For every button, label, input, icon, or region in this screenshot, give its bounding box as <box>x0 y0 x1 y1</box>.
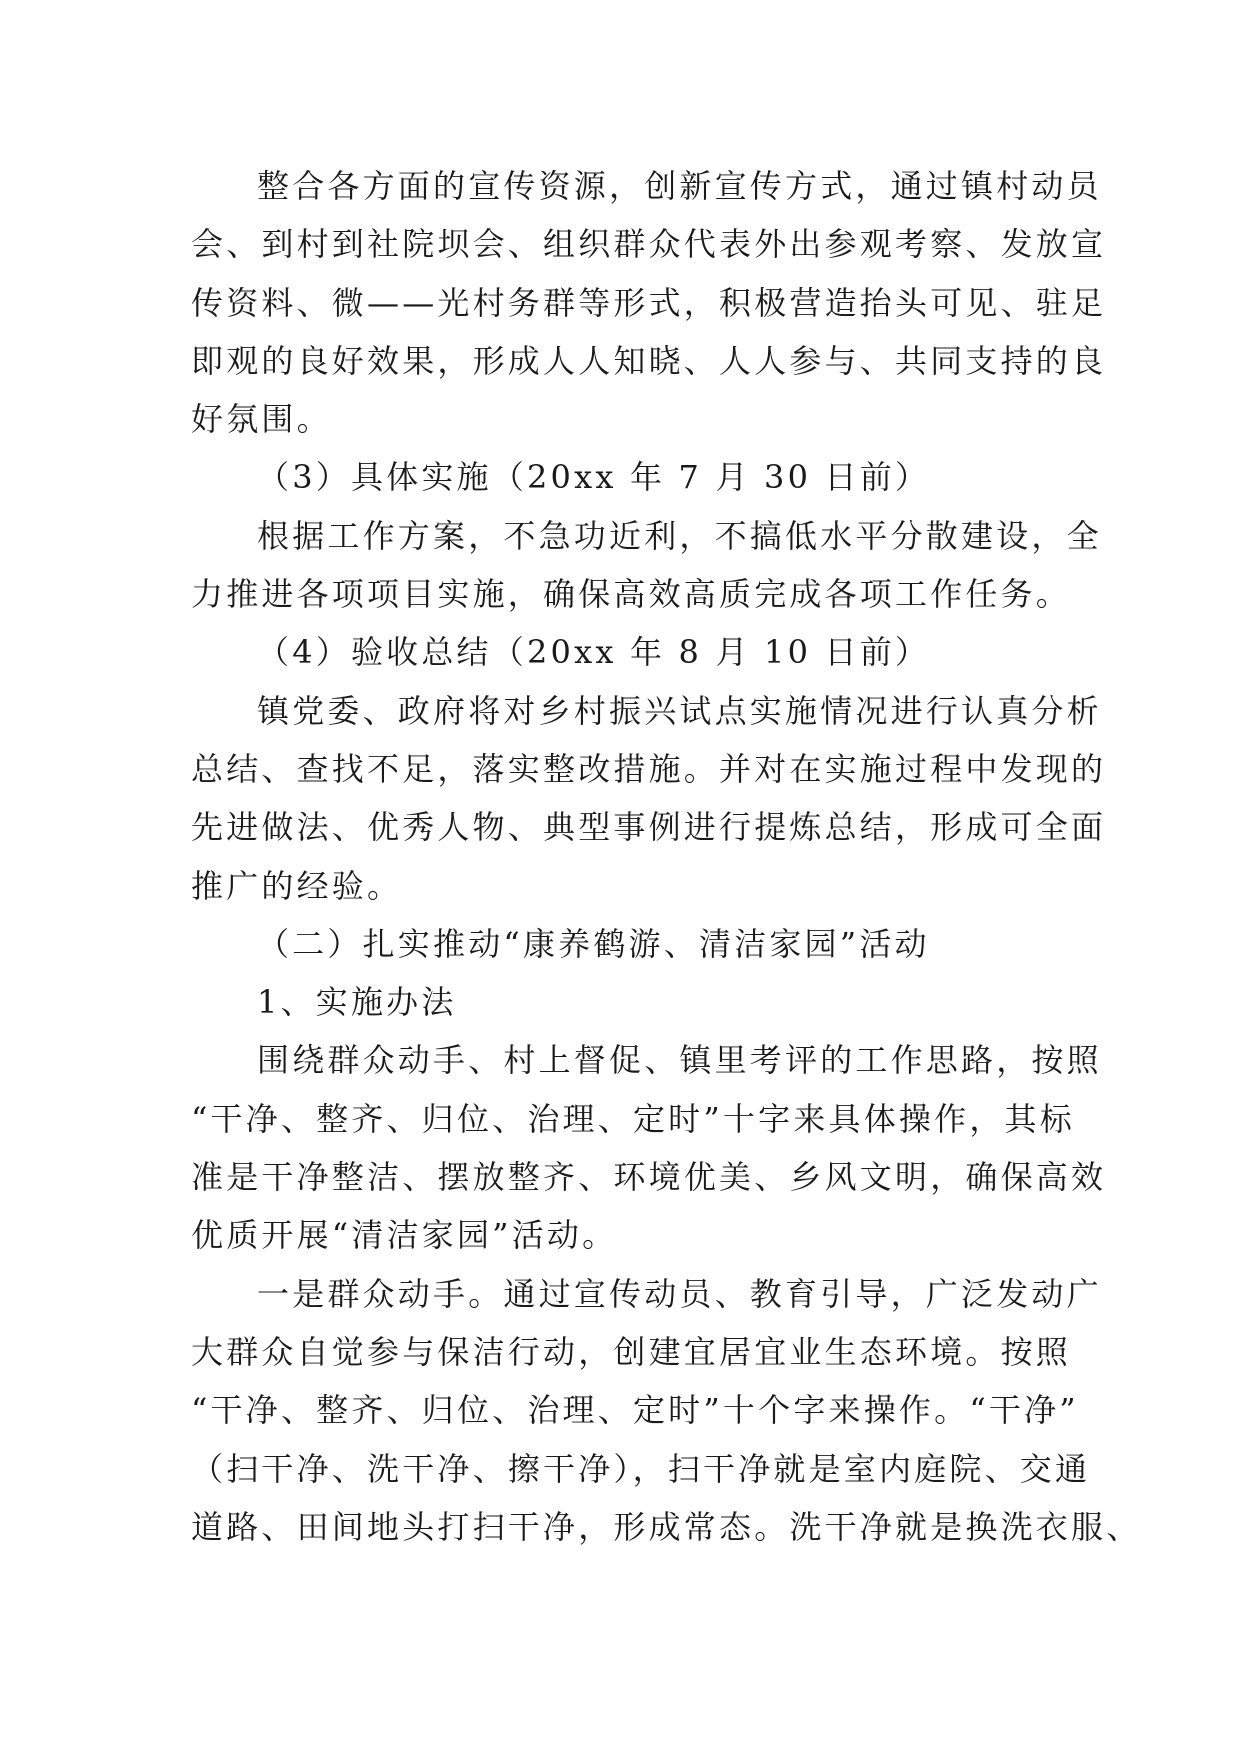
paragraph-line: 根据工作方案，不急功近利，不搞低水平分散建设，全 <box>257 516 1102 555</box>
paragraph-line: 镇党委、政府将对乡村振兴试点实施情况进行认真分析 <box>257 691 1102 730</box>
paragraph-line: 整合各方面的宣传资源，创新宣传方式，通过镇村动员 <box>257 167 1102 205</box>
paragraph-line: 大群众自觉参与保洁行动，创建宜居宜业生态环境。按照 <box>191 1332 1072 1371</box>
section-heading: （二）扎实推动“康养鹤游、清洁家园”活动 <box>257 924 930 963</box>
paragraph-line: （扫干净、洗干净、擦干净），扫干净就是室内庭院、交通 <box>191 1449 1091 1488</box>
paragraph-line: 好氛围。 <box>191 400 332 439</box>
subsection-heading: 1、实施办法 <box>257 983 457 1022</box>
section-heading: （4）验收总结（20xx 年 8 月 10 日前） <box>257 633 931 672</box>
paragraph-line: 传资料、微——光村务群等形式，积极营造抬头可见、驻足 <box>191 283 1107 322</box>
paragraph-line: 优质开展“清洁家园”活动。 <box>191 1216 618 1255</box>
paragraph-line: 先进做法、优秀人物、典型事例进行提炼总结，形成可全面 <box>191 808 1107 847</box>
paragraph-line: 总结、查找不足，落实整改措施。并对在实施过程中发现的 <box>191 749 1107 788</box>
paragraph-line: 力推进各项项目实施，确保高效高质完成各项工作任务。 <box>191 575 1072 614</box>
paragraph-line: 准是干净整洁、摆放整齐、环境优美、乡风文明，确保高效 <box>191 1158 1107 1197</box>
paragraph-line: 围绕群众动手、村上督促、镇里考评的工作思路，按照 <box>257 1041 1102 1080</box>
paragraph-line: 会、到村到社院坝会、组织群众代表外出参观考察、发放宣 <box>191 225 1107 264</box>
paragraph-line: 一是群众动手。通过宣传动员、教育引导，广泛发动广 <box>257 1274 1102 1313</box>
paragraph-line: 道路、田间地头打扫干净，形成常态。洗干净就是换洗衣服、 <box>191 1507 1142 1546</box>
paragraph-line: 推广的经验。 <box>191 866 403 905</box>
section-heading: （3）具体实施（20xx 年 7 月 30 日前） <box>257 458 931 497</box>
paragraph-line: 即观的良好效果，形成人人知晓、人人参与、共同支持的良 <box>191 341 1107 380</box>
paragraph-line: “干净、整齐、归位、治理、定时”十个字来操作。“干净” <box>191 1391 1079 1430</box>
paragraph-line: “干净、整齐、归位、治理、定时”十字来具体操作，其标 <box>191 1099 1075 1138</box>
body-text <box>191 157 1142 1556</box>
